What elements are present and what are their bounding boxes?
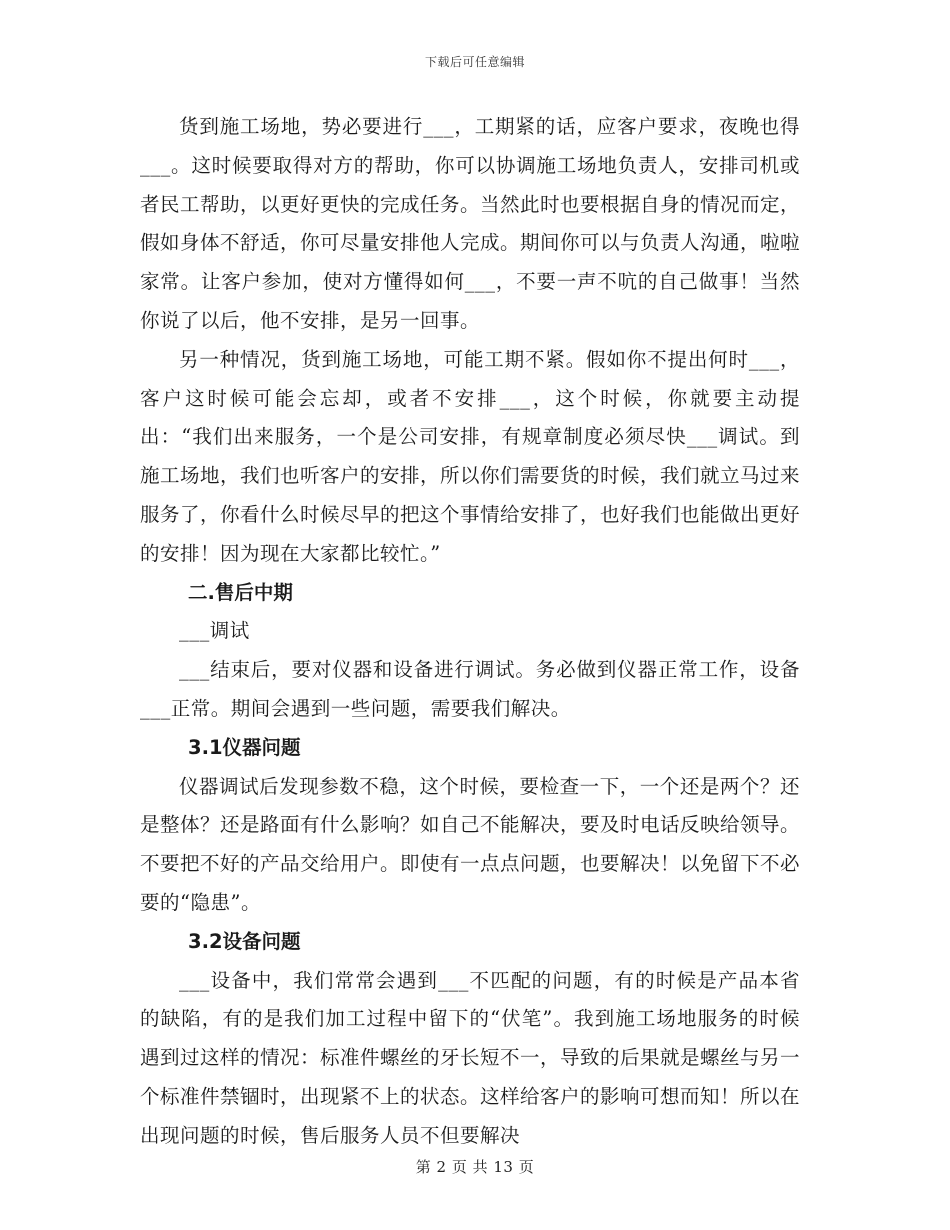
- section-heading-after-sales-middle: 二.售后中期: [188, 580, 293, 604]
- paragraph-delivery-installation: 货到施工场地，势必要进行___，工期紧的话，应客户要求，夜晚也得___。这时候要取得对方的帮助，你可以协调施工场地负责人，安排司机或者民工帮助，以更好更快的完成任务。当然此时也要根据自身的情况而定，假如身体不舒适，你可尽量安排他人完成。期间你可以与负责人沟通，啦啦家常。让客户参加，使对方懂得如何___，不要一声不吭的自己做事！当然你说了以后，他不安排，是另一回事。: [140, 115, 801, 332]
- paragraph-debugging: ___结束后，要对仪器和设备进行调试。务必做到仪器正常工作，设备___正常。期间会遇到一些问题，需要我们解决。: [140, 658, 800, 720]
- section-heading-instrument-issues: 3.1仪器问题: [188, 735, 301, 759]
- subheading-debugging: ___调试: [179, 619, 250, 643]
- paragraph-equipment-issues: ___设备中，我们常常会遇到___不匹配的问题，有的时候是产品本省的缺陷，有的是我们加工过程中留下的“伏笔”。我到施工场地服务的时候遇到过这样的情况：标准件螺丝的牙长短不一，导致的后果就是螺丝与另一个标准件禁锢时，出现紧不上的状态。这样给客户的影响可想而知！所以在出现问题的时候，售后服务人员不但要解决: [140, 968, 801, 1147]
- page-header: 下载后可任意编辑: [424, 55, 525, 69]
- page-number-footer: 第 2 页 共 13 页: [415, 1158, 535, 1176]
- section-heading-equipment-issues: 3.2设备问题: [188, 929, 301, 953]
- document-body: [140, 108, 800, 1156]
- paragraph-instrument-issues: 仪器调试后发现参数不稳，这个时候，要检查一下，一个还是两个？还是整体？还是路面有什么影响？如自己不能解决，要及时电话反映给领导。不要把不好的产品交给用户。即使有一点点问题，也要解决！以免留下不必要的“隐患”。: [140, 774, 801, 914]
- paragraph-schedule-not-urgent: 另一种情况，货到施工场地，可能工期不紧。假如你不提出何时___，客户这时候可能会忘却，或者不安排___，这个时候，你就要主动提出：“我们出来服务，一个是公司安排，有规章制度必须尽快___调试。到施工场地，我们也听客户的安排，所以你们需要货的时候，我们就立马过来服务了，你看什么时候尽早的把这个事情给安排了，也好我们也能做出更好的安排！因为现在大家都比较忙。”: [140, 347, 801, 565]
